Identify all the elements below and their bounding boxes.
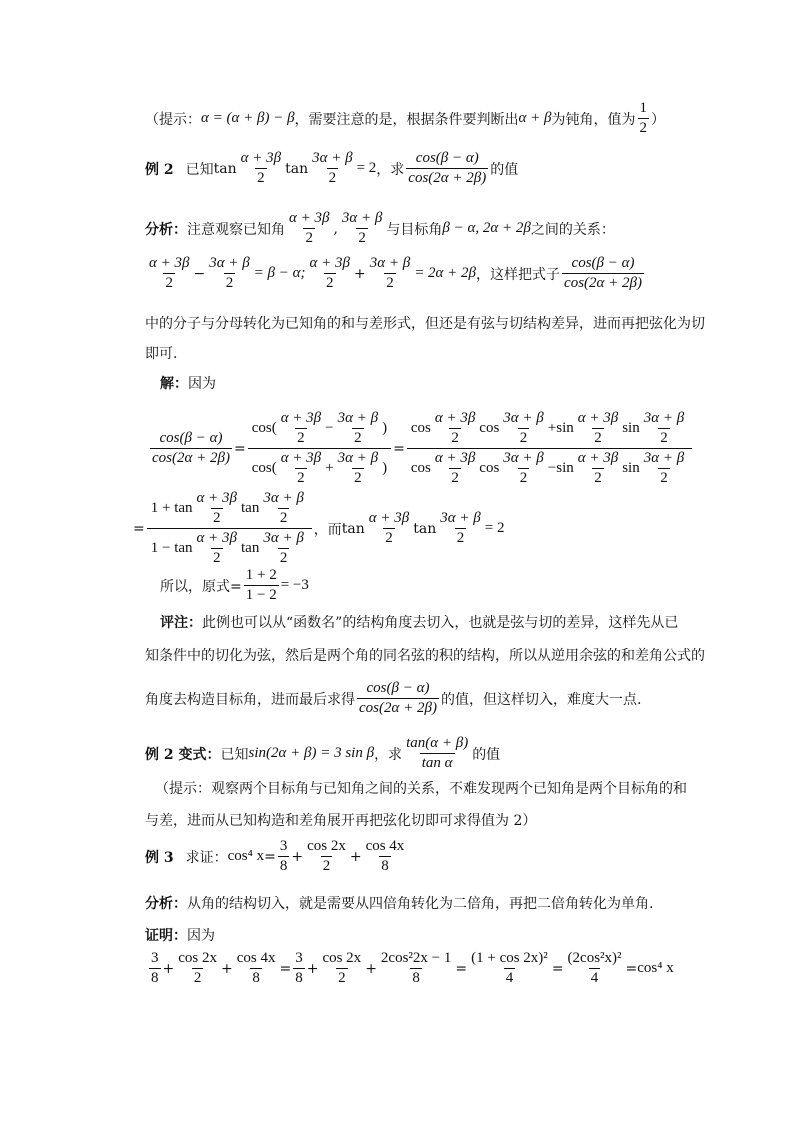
- text: 求证：: [185, 849, 228, 866]
- text: 的值: [472, 746, 501, 763]
- fraction: $\frac{\text{(1 + cos 2x)²}}{4}$: [471, 950, 548, 986]
- solution-heading: [160, 373, 216, 393]
- fraction: $\frac{\cos 2x}{2}$: [178, 950, 217, 986]
- hint-2-line-1: [155, 778, 687, 798]
- proof-heading: [145, 925, 215, 945]
- comment-line-1: [160, 612, 678, 632]
- formula: α = (α + β) − β: [201, 110, 295, 126]
- fraction: $\frac{\alpha + 3\beta}{2}$: [289, 210, 330, 246]
- fraction: $\frac{\alpha + 3\beta}{2}$: [240, 150, 282, 186]
- text: ，这样把式子: [476, 266, 561, 283]
- fraction: $\frac{3\alpha + \beta}{2}$: [312, 150, 353, 186]
- fraction: $\frac{\cos 2x}{2}$: [307, 838, 346, 874]
- solution-label: 解：: [160, 376, 188, 392]
- analysis-label: 分析：: [145, 896, 187, 912]
- example-2-variant: [145, 735, 500, 772]
- fraction: $\frac{\alpha + 3\beta}{2}$: [368, 510, 410, 546]
- text: 的值: [490, 161, 519, 178]
- equation-proof: $\frac{3}{8}$ + $\frac{\cos 2x}{2}$ + $\frac{\cos 4x}{8}$ = $\frac{3}{8}$ + $\frac{\cos 2x}{2}$ + $\frac{\text{2cos²2x − 1}}{8}$ = $\frac{\text{(1 + cos 2x)²}}{4}$ = $\frac{\text{(2cos²x)²}}{4}$ = cos⁴ x: [151, 950, 674, 986]
- fraction: $\frac{3\alpha + \beta}{2}$: [369, 255, 411, 291]
- text: （提示：观察两个目标角与已知角之间的关系，不难发现两个已知角是两个目标角的和: [155, 781, 687, 797]
- text: 已知: [185, 161, 214, 178]
- tan: tan: [341, 520, 365, 537]
- target-fraction: $\frac{\cos(\beta - \alpha)}{\cos(2\alpha + 2\beta)}$: [359, 680, 437, 716]
- tan: tan: [285, 160, 309, 177]
- fraction: $\frac{\alpha + 3\beta}{2}$: [309, 255, 350, 291]
- fraction: 1 + tan $\frac{\alpha + 3\beta}{2}$ tan $\frac{3\alpha + \beta}{2}$ 1 − tan $\frac{\alpha + 3\beta}{2}$ tan $\frac{3\alpha + \beta}{2}$: [147, 490, 312, 567]
- paragraph: [145, 313, 705, 333]
- analysis-3: [145, 893, 653, 913]
- text: 已知: [220, 746, 249, 763]
- formula: = −3: [280, 577, 309, 593]
- result: [160, 567, 309, 604]
- fraction: $\frac{3}{8}$: [151, 950, 159, 986]
- fraction: $\frac{3\alpha + \beta}{2}$: [440, 510, 481, 546]
- fraction: $\frac{\text{(2cos²x)²}}{4}$: [567, 950, 622, 986]
- comment-label: 评注：: [160, 615, 202, 631]
- text: 的值，但这样切入，难度大一点.: [440, 691, 642, 708]
- fraction: $\frac{\cos 2x}{2}$: [322, 950, 362, 986]
- equation-1: $\frac{\cos(\beta - \alpha)}{\cos(2\alpha + 2\beta)}$ = cos ( $\frac{\alpha + 3\beta}{2}$ − $\frac{3\alpha + \beta}{2}$ ) cos ( $\frac{\alpha + 3\beta}{2}$ + $\frac{3\alpha + \beta}{2}$ ) = cos $\frac{\alpha + 3\beta}{2}$ cos $\frac{3\alpha + \beta}{2}$ + sin $\frac{\alpha + 3\beta}{2}$ sin $\frac{3\alpha + \beta}{2}$ cos $\frac{\alpha + 3\beta}{2}$ cos $\frac{3\alpha + \beta}{2}$ − sin $\frac{\alpha + 3\beta}{2}$ sin $\frac{3\alpha + \beta}{2}$: [148, 410, 694, 487]
- example-label: 例 2 变式：: [145, 746, 221, 763]
- text: 即可.: [145, 346, 178, 362]
- formula: β − α, 2α + 2β: [442, 220, 531, 236]
- equation-2: = 1 + tan $\frac{\alpha + 3\beta}{2}$ tan $\frac{3\alpha + \beta}{2}$ 1 − tan $\frac{\alpha + 3\beta}{2}$ tan $\frac{3\alpha + \beta}{2}$ ，而 tan $\frac{\alpha + 3\beta}{2}$ tan $\frac{3\alpha + \beta}{2}$ = 2: [133, 490, 505, 566]
- fraction: $\frac{\alpha + 3\beta}{2}$: [149, 255, 190, 291]
- analysis-2: 分析： 注意观察已知角 $\frac{\alpha + 3\beta}{2}$ , $\frac{3\alpha + \beta}{2}$ 与目标角 β − α, 2α + 2β 之间的关系：: [145, 210, 615, 246]
- text: 角度去构造目标角，进而最后求得: [145, 691, 355, 708]
- fraction: $\frac{3}{8}$: [295, 950, 303, 986]
- hint-text: ，需要注意的是，根据条件要判断出: [294, 111, 519, 128]
- fraction: cos ( $\frac{\alpha + 3\beta}{2}$ − $\frac{3\alpha + \beta}{2}$ ) cos ( $\frac{\alpha + 3\beta}{2}$ + $\frac{3\alpha + \beta}{2}$ ): [248, 410, 391, 487]
- text: 注意观察已知角: [187, 221, 285, 238]
- formula: α + β: [518, 110, 552, 126]
- text: 所以，原式=: [160, 578, 242, 595]
- example-2: [145, 150, 518, 187]
- proof-label: 证明：: [145, 928, 187, 944]
- tan: tan: [413, 520, 437, 537]
- formula: = β − α;: [253, 265, 306, 281]
- text: 之间的关系：: [530, 221, 615, 238]
- hint-line-1: [145, 100, 665, 137]
- fraction: $\frac{\cos(\beta - \alpha)}{\cos(2\alpha + 2\beta)}$: [152, 430, 230, 466]
- text: 因为: [188, 376, 216, 392]
- formula: sin(2α + β) = 3 sin β: [248, 745, 375, 761]
- tan: tan: [213, 160, 237, 177]
- text: ，求: [374, 746, 403, 763]
- fraction: $\frac{\cos 4x}{8}$: [236, 950, 276, 986]
- text: 与目标角: [386, 221, 443, 238]
- comment-line-2: [145, 645, 705, 665]
- fraction: $\frac{3\alpha + \beta}{2}$: [209, 255, 250, 291]
- example-3: 例 3 求证： cos⁴ x = $\frac{3}{8}$ + $\frac{\cos 2x}{2}$ + $\frac{\cos 4x}{8}$: [145, 838, 405, 874]
- hint-text: ）: [651, 111, 666, 128]
- hint-text: （提示：: [145, 111, 201, 128]
- text: 中的分子与分母转化为已知角的和与差形式，但还是有弦与切结构差异，进而再把弦化为切: [145, 316, 705, 332]
- target-fraction: $\frac{\cos(\beta - \alpha)}{\cos(2\alpha + 2\beta)}$: [564, 255, 642, 291]
- formula: cos⁴ x: [227, 848, 265, 864]
- fraction: $\frac{\tan(\alpha + \beta)}{\text{tan α}}$: [406, 735, 469, 771]
- text: 与差，进而从已知构造和差角展开再把弦化切即可求得值为 2）: [145, 813, 537, 829]
- fraction: $\frac{3\alpha + \beta}{2}$: [341, 210, 383, 246]
- fraction: $\frac{1 + 2}{1 - 2}$: [245, 567, 277, 603]
- text: 知条件中的切化为弦，然后是两个角的同名弦的积的结构，所以从逆用余弦的和差角公式的: [145, 648, 705, 664]
- fraction-half: $\frac{1}{2}$: [639, 100, 648, 136]
- formula: cos⁴ x: [637, 960, 674, 976]
- analysis-label: 分析：: [145, 221, 187, 238]
- paragraph: [145, 343, 177, 363]
- example-label: 例 3: [145, 849, 174, 866]
- formula: = 2: [356, 160, 377, 176]
- fraction: $\frac{\cos 4x}{8}$: [365, 838, 405, 874]
- hint-2-line-2: [145, 810, 536, 830]
- comment-line-3: [145, 680, 641, 717]
- text: 因为: [187, 928, 215, 944]
- text: 从角的结构切入，就是需要从四倍角转化为二倍角，再把二倍角转化为单角.: [187, 896, 654, 912]
- text: 此例也可以从“函数名”的结构角度去切入，也就是弦与切的差异，这样先从已: [202, 615, 679, 631]
- text: ，求: [376, 161, 405, 178]
- text: ，而: [313, 521, 342, 538]
- fraction: $\frac{\text{2cos²2x − 1}}{8}$: [380, 950, 452, 986]
- fraction: cos $\frac{\alpha + 3\beta}{2}$ cos $\frac{3\alpha + \beta}{2}$ + sin $\frac{\alpha + 3\beta}{2}$ sin $\frac{3\alpha + \beta}{2}$ cos $\frac{\alpha + 3\beta}{2}$ cos $\frac{3\alpha + \beta}{2}$ − sin $\frac{\alpha + 3\beta}{2}$ sin $\frac{3\alpha + \beta}{2}$: [407, 410, 692, 487]
- fraction: $\frac{3}{8}$: [279, 838, 288, 874]
- formula: = 2α + 2β: [414, 265, 477, 281]
- target-fraction: $\frac{\cos(\beta - \alpha)}{\cos(2\alpha + 2\beta)}$: [408, 150, 487, 186]
- hint-text: 为钝角，值为: [551, 111, 636, 128]
- relations: $\frac{\alpha + 3\beta}{2}$ − $\frac{3\alpha + \beta}{2}$ = β − α; $\frac{\alpha + 3\beta}{2}$ + $\frac{3\alpha + \beta}{2}$ = 2α + 2β ，这样把式子 $\frac{\cos(\beta - \alpha)}{\cos(2\alpha + 2\beta)}$: [149, 255, 642, 291]
- example-label: 例 2: [145, 161, 174, 178]
- formula: = 2: [484, 520, 505, 536]
